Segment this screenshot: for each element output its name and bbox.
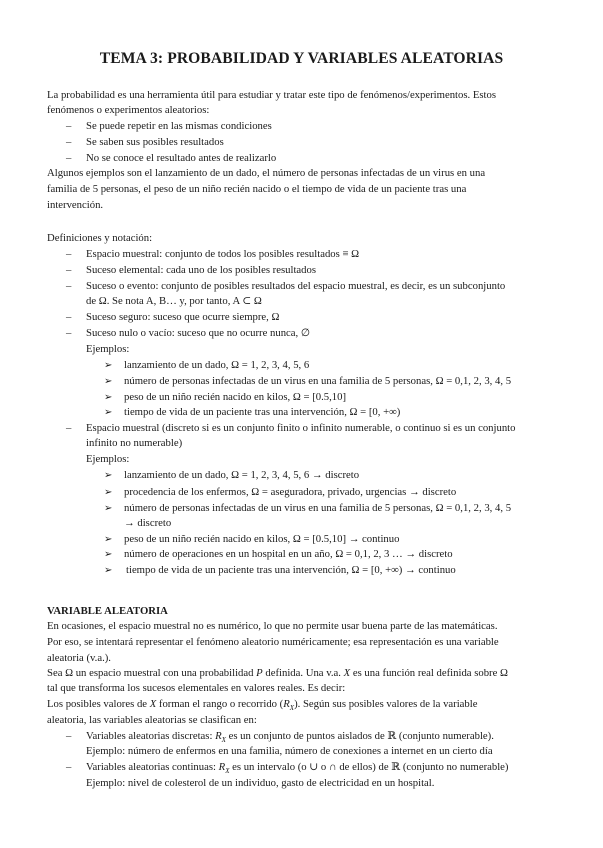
dash-icon: – — [66, 327, 72, 339]
arrow-bullet-icon: ➢ — [104, 549, 113, 560]
arrow-bullet-icon: ➢ — [104, 360, 113, 371]
variable-definition-text: es una función real definida sobre Ω — [350, 667, 508, 679]
intro-bullet: No se conoce el resultado antes de realizarlo — [86, 152, 277, 164]
range-text: forman el rango o recorrido ( — [156, 698, 284, 710]
range-subscript: X — [225, 767, 230, 776]
dash-icon: – — [66, 761, 72, 773]
page-title: TEMA 3: PROBABILIDAD Y VARIABLES ALEATORIAS — [99, 50, 504, 67]
arrow-bullet-icon: ➢ — [104, 376, 113, 387]
dash-icon: – — [66, 280, 72, 292]
continuous-text: es un intervalo (o ∪ o ∩ de ellos) de ℝ (conjunto no numerable) — [229, 761, 509, 773]
dash-icon: – — [66, 120, 72, 132]
dash-icon: – — [66, 311, 72, 323]
discrete-text: es un conjunto de puntos aislados de ℝ (conjunto numerable). — [225, 730, 494, 742]
range-symbol: R — [218, 761, 226, 773]
intro-bullet: Se puede repetir en las mismas condiciones — [86, 120, 272, 132]
arrow-bullet-icon: ➢ — [104, 487, 113, 498]
arrow-bullet-icon: ➢ — [104, 407, 113, 418]
arrow-bullet-icon: ➢ — [104, 534, 113, 545]
range-symbol: R — [215, 730, 222, 742]
definition-suceso-seguro: Suceso seguro: suceso que ocurre siempre, Ω — [86, 311, 280, 323]
range-symbol: R — [283, 698, 290, 710]
example-item-cont: → discreto — [124, 517, 172, 529]
variable-symbol: X — [149, 698, 157, 710]
probability-symbol: P — [256, 667, 263, 679]
example-item: lanzamiento de un dado, Ω = 1, 2, 3, 4, 5, 6 — [124, 359, 310, 371]
dash-icon: – — [66, 248, 72, 260]
example-item: tiempo de vida de un paciente tras una intervención, Ω = [0, +∞) → continuo — [126, 564, 456, 576]
range-line-2: aleatoria, las variables aleatorias se clasifican en: — [47, 714, 257, 726]
intro-line-2: fenómenos o experimentos aleatorios: — [47, 104, 210, 116]
variable-paragraph-line: En ocasiones, el espacio muestral no es numérico, lo que no permite usar buena parte de las matemáticas. — [47, 620, 498, 632]
variable-definition-line-2: tal que transforma los sucesos elementales en valores reales. Es decir: — [47, 682, 346, 694]
section-heading-variable-aleatoria: VARIABLE ALEATORIA — [47, 605, 168, 617]
dash-icon: – — [66, 264, 72, 276]
definitions-heading: Definiciones y notación: — [47, 232, 153, 244]
variable-paragraph-line: aleatoria (v.a.). — [47, 652, 111, 664]
range-subscript: X — [289, 704, 295, 713]
example-item: número de operaciones en un hospital en un año, Ω = 0,1, 2, 3 … → discreto — [124, 548, 453, 560]
arrow-bullet-icon: ➢ — [104, 565, 113, 576]
definition-suceso-elemental: Suceso elemental: cada uno de los posibles resultados — [86, 264, 317, 276]
dash-icon: – — [66, 422, 72, 434]
definition-espacio-muestral-tipo-cont: infinito no numerable) — [86, 437, 183, 449]
ejemplos-label: Ejemplos: — [86, 343, 130, 355]
example-item: número de personas infectadas de un virus en una familia de 5 personas, Ω = 0,1, 2, 3, 4, 5 — [124, 375, 512, 387]
arrow-bullet-icon: ➢ — [104, 503, 113, 514]
example-item: procedencia de los enfermos, Ω = aseguradora, privado, urgencias → discreto — [124, 486, 457, 498]
ejemplos-label: Ejemplos: — [86, 453, 130, 465]
example-item: lanzamiento de un dado, Ω = 1, 2, 3, 4, 5, 6 → discreto — [124, 469, 360, 481]
dash-icon: – — [66, 730, 72, 742]
variable-definition-text: Sea Ω un espacio muestral con una probabilidad — [47, 667, 257, 679]
example-item: número de personas infectadas de un virus en una familia de 5 personas, Ω = 0,1, 2, 3, 4, 5 — [124, 502, 512, 514]
example-item: peso de un niño recién nacido en kilos, Ω = [0.5,10] — [124, 391, 347, 403]
range-line — [47, 698, 478, 715]
definition-espacio-muestral: Espacio muestral: conjunto de todos los posibles resultados ≡ Ω — [86, 248, 360, 260]
definition-suceso-evento-cont: de Ω. Se nota A, B… y, por tanto, A ⊂ Ω — [86, 295, 262, 307]
continuous-example: Ejemplo: nivel de colesterol de un individuo, gasto de electricidad en un hospital. — [86, 777, 435, 789]
arrow-bullet-icon: ➢ — [104, 392, 113, 403]
intro-line-1: La probabilidad es una herramienta útil para estudiar y tratar este tipo de fenómenos/experimentos. Estos — [47, 89, 497, 101]
example-item: peso de un niño recién nacido en kilos, Ω = [0.5,10] → continuo — [124, 533, 400, 545]
intro-examples-line: intervención. — [47, 199, 104, 211]
continuous-variables-line — [86, 761, 508, 778]
definition-espacio-muestral-tipo: Espacio muestral (discreto si es un conjunto finito o infinito numerable, o continuo si es un conjunto — [86, 422, 516, 434]
definition-suceso-evento: Suceso o evento: conjunto de posibles resultados del espacio muestral, es decir, es un subconjunto — [86, 280, 506, 292]
intro-bullet: Se saben sus posibles resultados — [86, 136, 224, 148]
intro-examples-line: Algunos ejemplos son el lanzamiento de un dado, el número de personas infectadas de un virus en una — [47, 167, 486, 179]
range-text: ). Según sus posibles valores de la variable — [294, 698, 478, 710]
arrow-bullet-icon: ➢ — [104, 470, 113, 481]
range-subscript: X — [221, 736, 226, 745]
continuous-text: Variables aleatorias continuas: — [86, 761, 219, 773]
variable-definition-line — [47, 667, 508, 680]
variable-paragraph-line: Por eso, se intentará representar el fenómeno aleatorio numéricamente; esa representación es una variable — [47, 636, 499, 648]
discrete-text: Variables aleatorias discretas: — [86, 730, 216, 742]
intro-examples-line: familia de 5 personas, el peso de un niño recién nacido o el tiempo de vida de un paciente tras una — [47, 183, 467, 195]
range-text: Los posibles valores de — [47, 698, 150, 710]
discrete-example: Ejemplo: número de enfermos en una familia, número de conexiones a internet en un cierto día — [86, 745, 493, 757]
variable-symbol: X — [343, 667, 351, 679]
example-item: tiempo de vida de un paciente tras una intervención, Ω = [0, +∞) — [124, 406, 401, 418]
dash-icon: – — [66, 136, 72, 148]
definition-suceso-nulo: Suceso nulo o vacío: suceso que no ocurre nunca, ∅ — [86, 327, 311, 339]
variable-definition-text: definida. Una v.a. — [262, 667, 344, 679]
dash-icon: – — [66, 152, 72, 164]
